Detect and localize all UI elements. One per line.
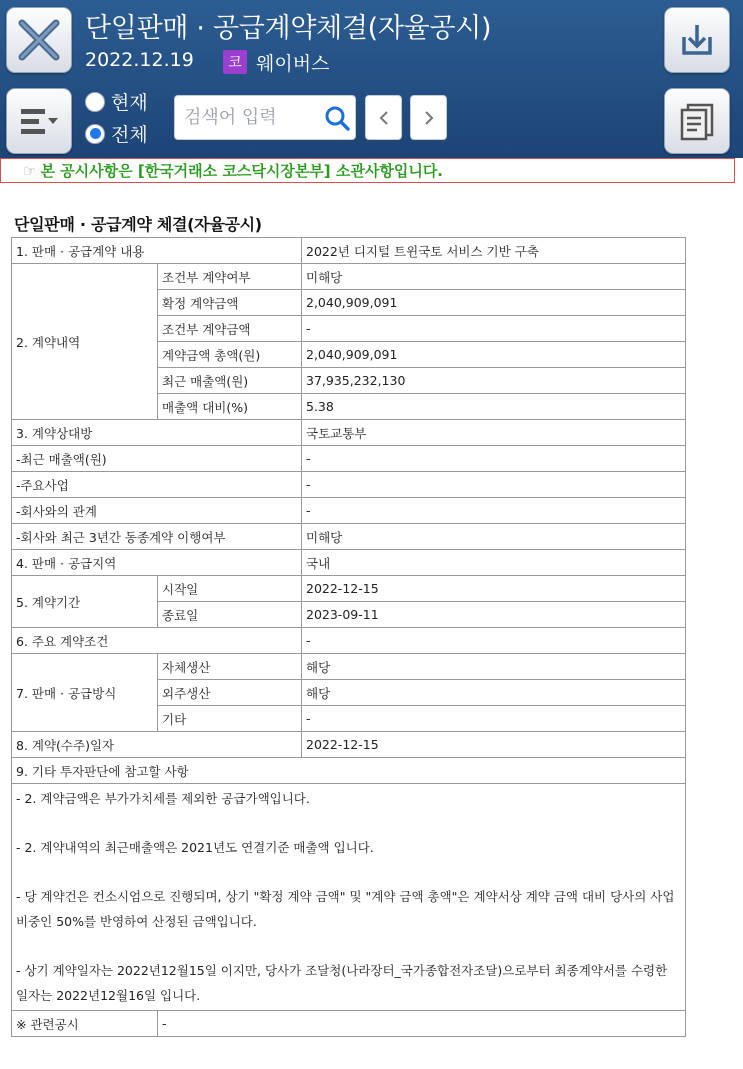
table-row (12, 628, 686, 654)
row-value: - (302, 498, 686, 524)
sub-label: 최근 매출액(원) (158, 368, 302, 394)
row-value: 국토교통부 (302, 420, 686, 446)
row-value: - (302, 316, 686, 342)
table-row (12, 420, 686, 446)
row-label: -최근 매출액(원) (12, 446, 302, 472)
row-label: -회사와 최근 3년간 동종계약 이행여부 (12, 524, 302, 550)
sub-label: 조건부 계약금액 (158, 316, 302, 342)
table-row (12, 784, 686, 1011)
radio-current-dot[interactable] (85, 92, 105, 112)
table-row (12, 446, 686, 472)
header-bar (0, 0, 743, 158)
note-line: - 2. 계약금액은 부가가치세를 제외한 공급가액입니다. (16, 791, 310, 806)
table-row (12, 550, 686, 576)
note-line: - 상기 계약일자는 2022년12월15일 이지만, 당사가 조달청(나라장터_국가종합전자조달)으로부터 최종계약서를 수령한 일자는 2022년12월16일 입니다. (16, 963, 668, 1003)
table-row (12, 238, 686, 264)
sub-label: 매출액 대비(%) (158, 394, 302, 420)
row-label: 9. 기타 투자판단에 참고할 사항 (12, 758, 686, 784)
row-label: 1. 판매 · 공급계약 내용 (12, 238, 302, 264)
disclosure-date: 2022.12.19 (85, 49, 194, 71)
market-badge: 코 (223, 50, 247, 74)
notes-cell (12, 784, 686, 1011)
row-label: -회사와의 관계 (12, 498, 302, 524)
search-box[interactable] (174, 95, 356, 140)
table-row (12, 524, 686, 550)
row-value: - (302, 472, 686, 498)
sub-label: 외주생산 (158, 680, 302, 706)
row-value: 2022-12-15 (302, 732, 686, 758)
search-icon[interactable] (324, 105, 350, 131)
radio-all-dot[interactable] (85, 124, 105, 144)
row-value: 해당 (302, 654, 686, 680)
table-row (12, 472, 686, 498)
row-value: 5.38 (302, 394, 686, 420)
sub-label: 자체생산 (158, 654, 302, 680)
page-title: 단일판매 · 공급계약체결(자율공시) (85, 13, 492, 44)
close-icon (16, 17, 62, 63)
row-value: 2023-09-11 (302, 602, 686, 628)
radio-current[interactable] (85, 88, 148, 115)
radio-current-label: 현재 (111, 92, 148, 114)
row-label: 3. 계약상대방 (12, 420, 302, 446)
table-row (12, 264, 686, 290)
row-value: 2022년 디지털 트윈국토 서비스 기반 구축 (302, 238, 686, 264)
row-value: 2,040,909,091 (302, 342, 686, 368)
download-icon (676, 19, 718, 61)
pointing-hand-icon: ☞ (23, 161, 37, 180)
row-value: - (302, 628, 686, 654)
sub-label: 계약금액 총액(원) (158, 342, 302, 368)
table-row (12, 1011, 686, 1037)
prev-result-button[interactable] (365, 95, 402, 140)
radio-all[interactable] (85, 120, 148, 147)
row-value: 2022-12-15 (302, 576, 686, 602)
sub-label: 시작일 (158, 576, 302, 602)
row-label: 2. 계약내역 (12, 264, 158, 420)
note-line: - 2. 계약내역의 최근매출액은 2021년도 연결기준 매출액 입니다. (16, 840, 374, 855)
sub-label: 종료일 (158, 602, 302, 628)
sub-label: 조건부 계약여부 (158, 264, 302, 290)
row-value: - (302, 706, 686, 732)
table-row (12, 654, 686, 680)
row-label: ※ 관련공시 (12, 1011, 158, 1037)
document-title: 단일판매 · 공급계약 체결(자율공시) (14, 215, 262, 234)
row-label: -주요사업 (12, 472, 302, 498)
menu-list-icon (17, 101, 61, 141)
radio-all-label: 전체 (111, 124, 148, 146)
row-value: 미해당 (302, 264, 686, 290)
row-label: 4. 판매 · 공급지역 (12, 550, 302, 576)
chevron-right-icon (422, 109, 436, 127)
row-label: 6. 주요 계약조건 (12, 628, 302, 654)
jurisdiction-notice (0, 158, 735, 183)
row-label: 7. 판매 · 공급방식 (12, 654, 158, 732)
row-value: 37,935,232,130 (302, 368, 686, 394)
sub-label: 확정 계약금액 (158, 290, 302, 316)
search-input[interactable] (184, 107, 324, 128)
row-value: 해당 (302, 680, 686, 706)
row-value: 미해당 (302, 524, 686, 550)
documents-icon (675, 99, 719, 143)
row-value: 2,040,909,091 (302, 290, 686, 316)
sub-label: 기타 (158, 706, 302, 732)
table-row (12, 758, 686, 784)
row-value: 국내 (302, 550, 686, 576)
row-value: - (158, 1011, 686, 1037)
company-name[interactable]: 웨이버스 (256, 53, 330, 75)
next-result-button[interactable] (410, 95, 447, 140)
note-line: - 당 계약건은 컨소시엄으로 진행되며, 상기 "확정 계약 금액" 및 "계약 금액 총액"은 계약서상 계약 금액 대비 당사의 사업비중인 50%를 반영하여 산정된 금액입니다. (16, 889, 675, 929)
disclosure-table (11, 237, 686, 1037)
chevron-left-icon (377, 109, 391, 127)
table-row (12, 732, 686, 758)
row-label: 5. 계약기간 (12, 576, 158, 628)
table-row (12, 498, 686, 524)
document-list-button[interactable] (664, 88, 730, 154)
table-row (12, 576, 686, 602)
row-label: 8. 계약(수주)일자 (12, 732, 302, 758)
close-button[interactable] (6, 7, 72, 73)
row-value: - (302, 446, 686, 472)
menu-button[interactable] (6, 88, 72, 154)
download-button[interactable] (664, 7, 730, 73)
notice-text: 본 공시사항은 [한국거래소 코스닥시장본부] 소관사항입니다. (40, 162, 444, 180)
